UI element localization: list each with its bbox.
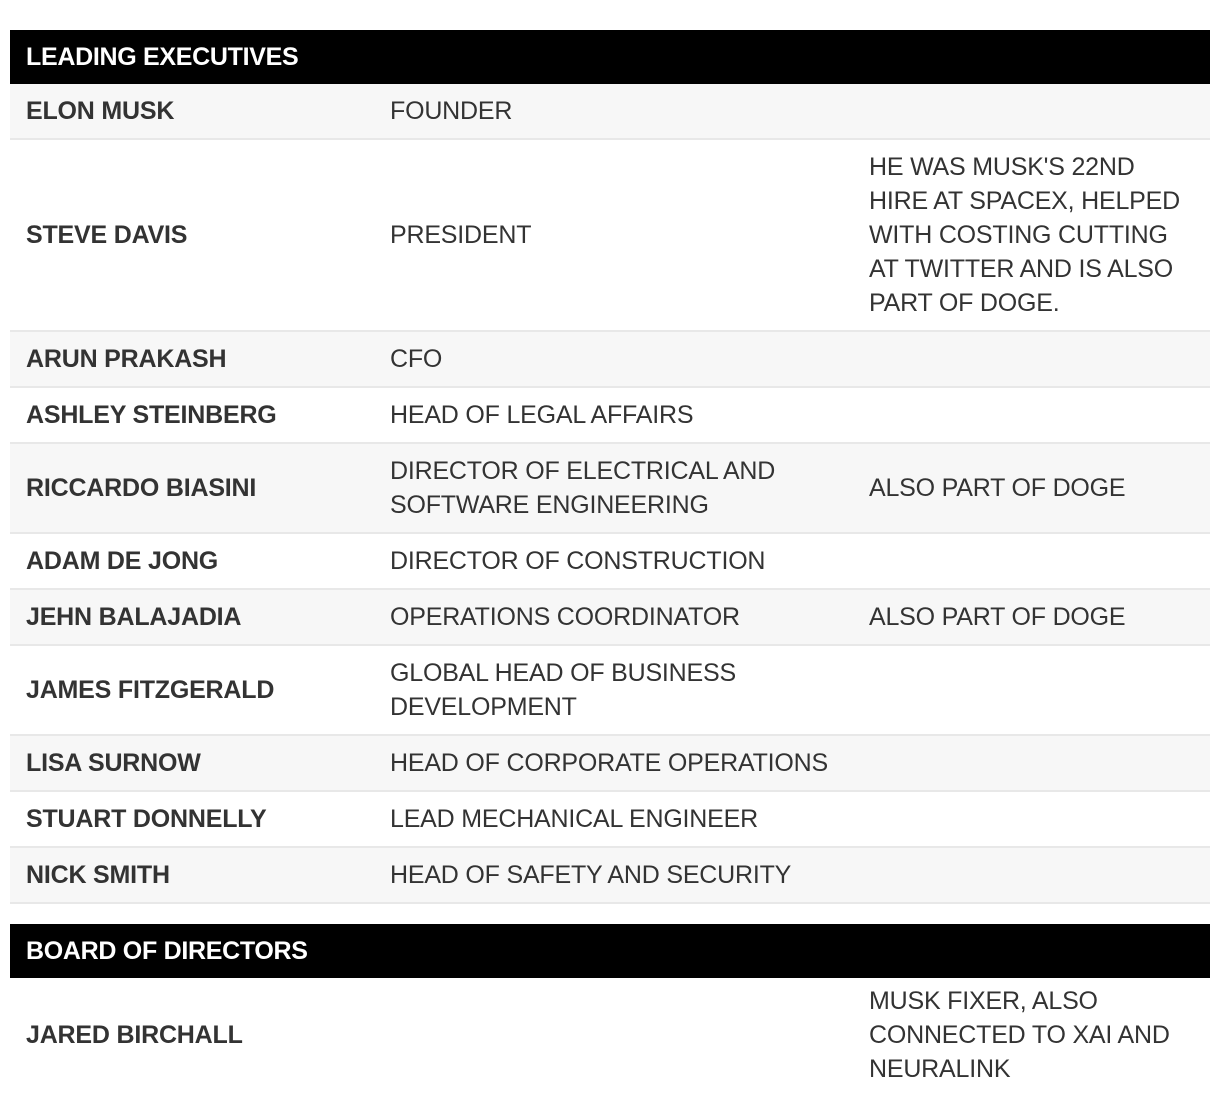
table-row <box>10 332 1210 388</box>
executive-role: FOUNDER <box>390 97 513 125</box>
director-note: MUSK FIXER, ALSO CONNECTED TO XAI AND NEURALINK <box>869 987 1170 1083</box>
table-row <box>10 534 1210 590</box>
table-row <box>10 590 1210 646</box>
table-row <box>10 736 1210 792</box>
executive-name: LISA SURNOW <box>26 749 201 777</box>
table-row <box>10 388 1210 444</box>
executive-name: NICK SMITH <box>26 861 170 889</box>
table-row <box>10 978 1210 1092</box>
executive-name: ARUN PRAKASH <box>26 345 227 373</box>
executive-role: CFO <box>390 345 443 373</box>
table-row <box>10 444 1210 534</box>
executive-role: LEAD MECHANICAL ENGINEER <box>390 805 758 833</box>
executive-role: DIRECTOR OF CONSTRUCTION <box>390 547 766 575</box>
table-row <box>10 84 1210 140</box>
executive-name: ELON MUSK <box>26 97 175 125</box>
section-title: LEADING EXECUTIVES <box>26 42 299 71</box>
executive-name: RICCARDO BIASINI <box>26 474 257 502</box>
executive-role: DIRECTOR OF ELECTRICAL AND SOFTWARE ENGINEERING <box>390 457 776 519</box>
section-spacer <box>10 904 1210 924</box>
executive-role: HEAD OF CORPORATE OPERATIONS <box>390 749 828 777</box>
executive-role: OPERATIONS COORDINATOR <box>390 603 740 631</box>
executive-role: GLOBAL HEAD OF BUSINESS DEVELOPMENT <box>390 659 736 721</box>
executive-note: HE WAS MUSK'S 22ND HIRE AT SPACEX, HELPED WITH COSTING CUTTING AT TWITTER AND IS ALSO PART OF DOGE. <box>869 153 1180 317</box>
table-row <box>10 792 1210 848</box>
section-header-leading-executives <box>10 30 1210 84</box>
executive-note: ALSO PART OF DOGE <box>869 474 1126 502</box>
director-name: JARED BIRCHALL <box>26 1021 243 1049</box>
executive-role: HEAD OF SAFETY AND SECURITY <box>390 861 792 889</box>
executive-name: ADAM DE JONG <box>26 547 219 575</box>
executives-table <box>10 30 1210 1092</box>
executive-name: STEVE DAVIS <box>26 221 188 249</box>
table-row <box>10 646 1210 736</box>
executive-name: STUART DONNELLY <box>26 805 267 833</box>
section-title: BOARD OF DIRECTORS <box>26 936 308 965</box>
table-row <box>10 140 1210 332</box>
executive-name: JEHN BALAJADIA <box>26 603 242 631</box>
executive-name: JAMES FITZGERALD <box>26 676 275 704</box>
executive-note: ALSO PART OF DOGE <box>869 603 1126 631</box>
executive-name: ASHLEY STEINBERG <box>26 401 277 429</box>
executive-role: PRESIDENT <box>390 221 532 249</box>
section-header-board-of-directors <box>10 924 1210 978</box>
executive-role: HEAD OF LEGAL AFFAIRS <box>390 401 694 429</box>
table-row <box>10 848 1210 904</box>
